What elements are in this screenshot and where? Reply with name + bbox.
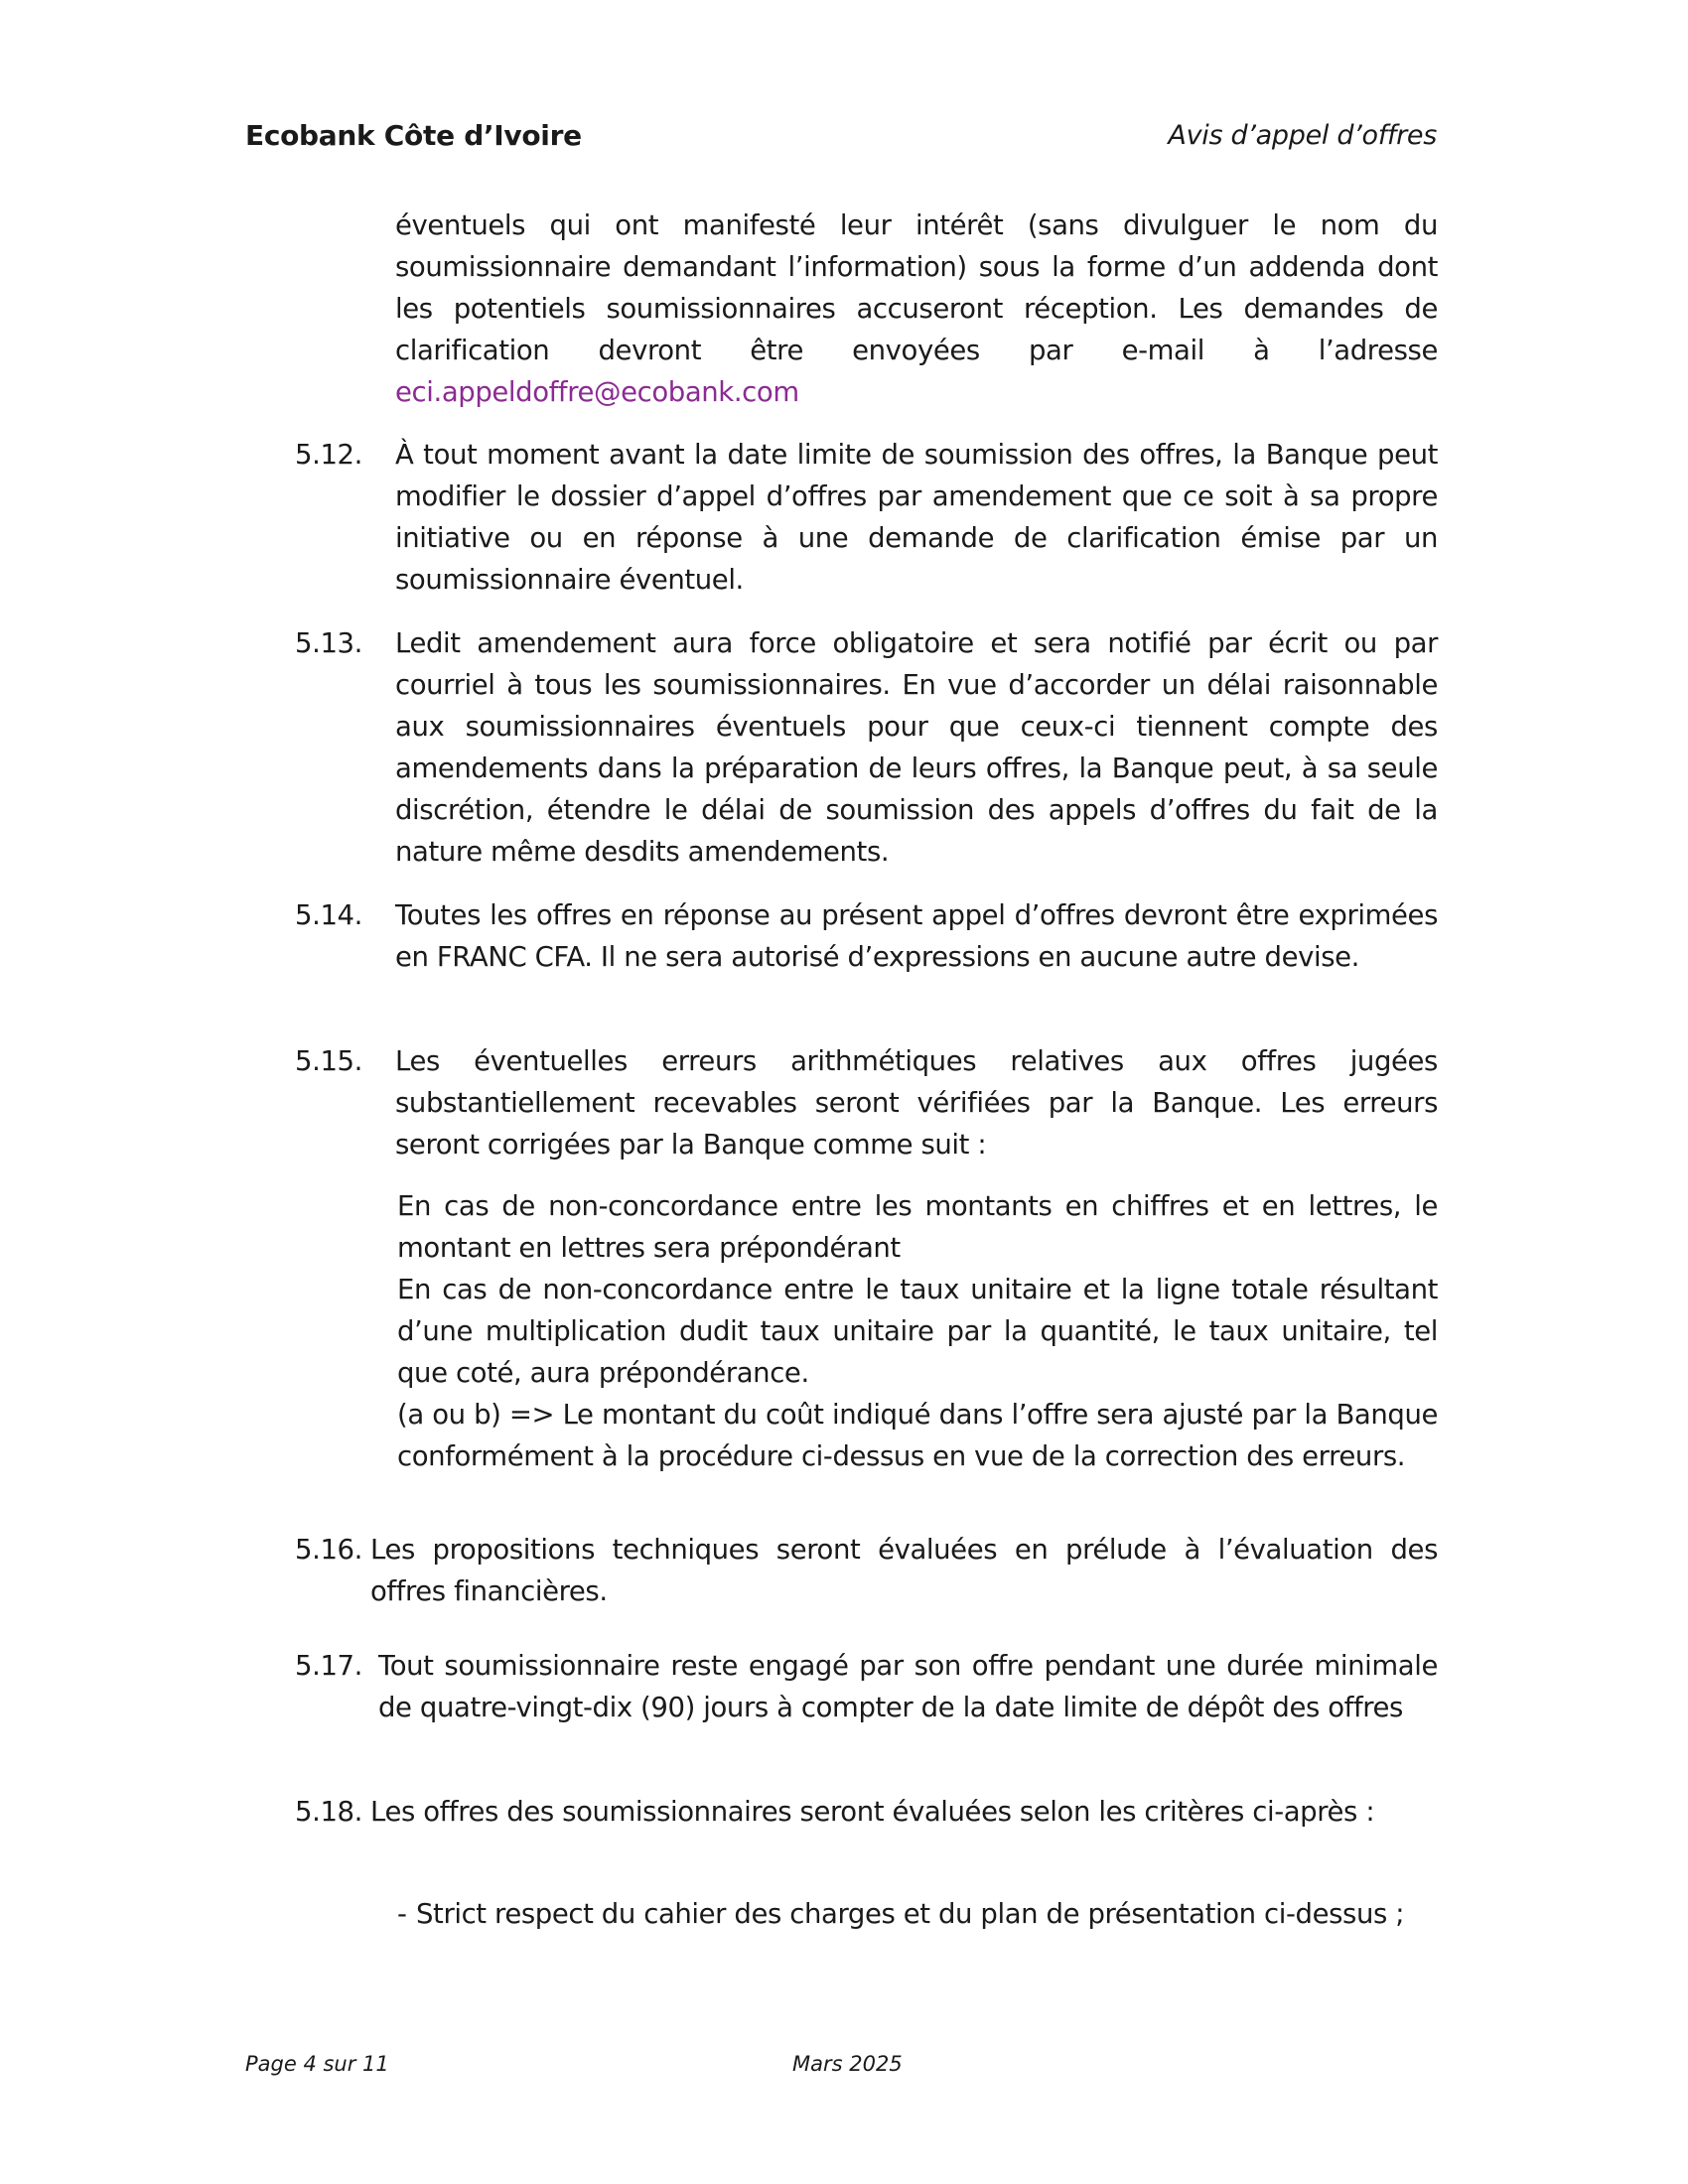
clause-number: 5.13. <box>295 627 362 659</box>
footer-date: Mars 2025 <box>792 2052 903 2076</box>
correction-rule-b: En cas de non-concordance entre le taux unitaire et la ligne totale résultant d’une multiplication dudit taux unitaire par la quantité, le taux unitaire, tel que coté, aura prépondérance. <box>397 1274 1438 1389</box>
correction-rules <box>397 1185 1438 1477</box>
clause-text: Tout soumissionnaire reste engagé par son offre pendant une durée minimale de quatre-vingt-dix (90) jours à compter de la date limite de dépôt des offres <box>378 1650 1438 1723</box>
continuation-paragraph <box>395 205 1438 413</box>
criteria-item <box>397 1893 1438 1935</box>
header-document-type: Avis d’appel d’offres <box>1168 120 1437 151</box>
dash-bullet: - <box>397 1898 407 1930</box>
clause-number: 5.15. <box>295 1045 362 1077</box>
header-organization: Ecobank Côte d’Ivoire <box>245 119 582 152</box>
criteria-list <box>397 1893 1438 1935</box>
clause-text: Les éventuelles erreurs arithmétiques relatives aux offres jugées substantiellement recevables seront vérifiées par la Banque. Les erreurs seront corrigées par la Banque comme suit : <box>395 1045 1438 1160</box>
clause-number: 5.14. <box>295 899 362 931</box>
clause-number: 5.12. <box>295 439 362 471</box>
clause-text: Les offres des soumissionnaires seront évaluées selon les critères ci-après : <box>370 1796 1375 1828</box>
clause-text: Les propositions techniques seront évaluées en prélude à l’évaluation des offres financières. <box>370 1534 1438 1607</box>
footer-page-number: Page 4 sur 11 <box>245 2052 389 2076</box>
clause-text: Ledit amendement aura force obligatoire et sera notifié par écrit ou par courriel à tous les soumissionnaires. En vue d’accorder un délai raisonnable aux soumissionnaires éventuels pour que ceux-ci tiennent compte des amendements dans la préparation de leurs offres, la Banque peut, à sa seule discrétion, étendre le délai de soumission des appels d’offres du fait de la nature même desdits amendements. <box>395 627 1438 868</box>
clause-number: 5.18. <box>295 1796 362 1828</box>
correction-rule-a: En cas de non-concordance entre les montants en chiffres et en lettres, le montant en lettres sera prépondérant <box>397 1190 1438 1264</box>
continuation-text: éventuels qui ont manifesté leur intérêt (sans divulguer le nom du soumissionnaire demandant l’information) sous la forme d’un addenda dont les potentiels soumissionnaires accuseront réception. Les demandes de clarification devront être envoyées par e-mail à l’adresse <box>395 209 1438 366</box>
clarification-email-link[interactable]: eci.appeldoffre@ecobank.com <box>395 376 799 408</box>
clause-number: 5.16. <box>295 1534 362 1566</box>
criteria-text: Strict respect du cahier des charges et du plan de présentation ci-dessus ; <box>416 1898 1405 1930</box>
clause-number: 5.17. <box>295 1650 362 1682</box>
clause-text: Toutes les offres en réponse au présent appel d’offres devront être exprimées en FRANC CFA. Il ne sera autorisé d’expressions en aucune autre devise. <box>395 899 1438 973</box>
correction-rule-c: (a ou b) => Le montant du coût indiqué dans l’offre sera ajusté par la Banque conformément à la procédure ci-dessus en vue de la correction des erreurs. <box>397 1399 1438 1472</box>
clause-text: À tout moment avant la date limite de soumission des offres, la Banque peut modifier le dossier d’appel d’offres par amendement que ce soit à sa propre initiative ou en réponse à une demande de clarification émise par un soumissionnaire éventuel. <box>395 439 1438 596</box>
